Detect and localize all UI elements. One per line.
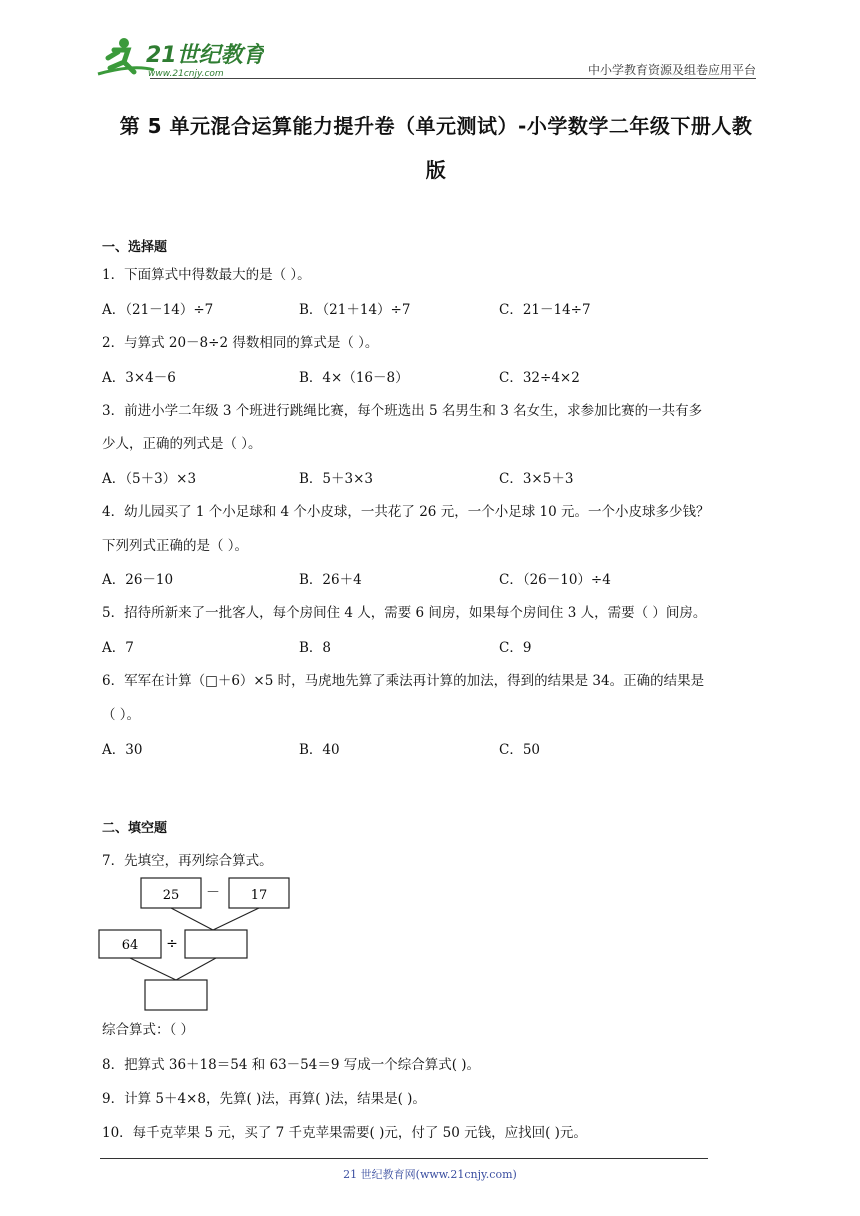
- question-4-line-2: 下列列式正确的是（ ）。: [102, 538, 249, 554]
- question-1: 1．下面算式中得数最大的是（ ）。: [102, 267, 311, 283]
- q6-option-a: A．30: [102, 742, 143, 758]
- q7-value-17: 17: [250, 888, 268, 903]
- question-5: 5．招待所新来了一批客人，每个房间住 4 人，需要 6 间房，如果每个房间住 3 人，需要（ ）间房。: [102, 605, 707, 621]
- title-line-2: 版: [425, 158, 447, 182]
- question-7: 7．先填空，再列综合算式。: [102, 853, 273, 869]
- logo-url: www.21cnjy.com: [148, 69, 224, 79]
- q4-option-a: A．26－10: [102, 572, 174, 588]
- logo: [94, 34, 264, 84]
- q3-option-b: B．5＋3×3: [299, 471, 373, 487]
- q5-option-a: A．7: [102, 640, 134, 656]
- q4-option-b: B．26＋4: [299, 572, 362, 588]
- question-9: 9．计算 5＋4×8，先算( )法，再算( )法，结果是( )。: [102, 1091, 426, 1107]
- footer-text: 21 世纪教育网(www.21cnjy.com): [343, 1168, 517, 1181]
- question-6-line-1: 6．军军在计算（□＋6）×5 时，马虎地先算了乘法再计算的加法，得到的结果是 34。正确的结果是: [102, 673, 705, 689]
- question-3-line-2: 少人，正确的列式是（ ）。: [102, 436, 262, 452]
- q7-answer-line: 综合算式：（ ）: [102, 1022, 195, 1038]
- question-10: 10．每千克苹果 5 元，买了 7 千克苹果需要( )元，付了 50 元钱，应找回( )元。: [102, 1125, 587, 1141]
- q2-option-b: B．4×（16－8）: [299, 370, 409, 386]
- q7-box-blank-1: [185, 930, 247, 958]
- q7-operator-divide: ÷: [166, 936, 178, 952]
- page-title: [96, 104, 776, 192]
- question-6-line-2: （ ）。: [102, 707, 141, 723]
- question-3-line-1: 3．前进小学二年级 3 个班进行跳绳比赛，每个班选出 5 名男生和 3 名女生，求参加比赛的一共有多: [102, 403, 703, 419]
- q7-value-64: 64: [121, 938, 139, 953]
- title-line-1: 第 5 单元混合运算能力提升卷（单元测试）-小学数学二年级下册人教: [119, 114, 753, 138]
- q2-option-a: A．3×4－6: [102, 370, 176, 386]
- q7-calculation-diagram: [96, 872, 296, 1014]
- q7-operator-minus: －: [206, 885, 220, 901]
- footer-divider: [100, 1158, 708, 1159]
- q6-option-b: B．40: [299, 742, 340, 758]
- section-heading-fill: 二、填空题: [102, 821, 168, 836]
- q4-option-c: C．（26－10）÷4: [499, 572, 611, 588]
- q7-box-blank-2: [145, 980, 207, 1010]
- question-4-line-1: 4．幼儿园买了 1 个小足球和 4 个小皮球，一共花了 26 元，一个小足球 10 元。一个小皮球多少钱？: [102, 504, 710, 520]
- q1-option-b: B．（21＋14）÷7: [299, 302, 411, 318]
- header-divider: [150, 78, 756, 79]
- question-2: 2．与算式 20－8÷2 得数相同的算式是（ ）。: [102, 335, 379, 351]
- q6-option-c: C．50: [499, 742, 541, 758]
- q3-option-a: A．（5＋3）×3: [102, 471, 197, 487]
- q5-option-b: B．8: [299, 640, 332, 656]
- q1-option-a: A．（21－14）÷7: [102, 302, 214, 318]
- logo-text: 21世纪教育: [146, 43, 264, 68]
- question-8: 8．把算式 36＋18＝54 和 63－54＝9 写成一个综合算式( )。: [102, 1057, 481, 1073]
- q7-value-25: 25: [162, 888, 180, 903]
- q3-option-c: C．3×5＋3: [499, 471, 574, 487]
- section-heading-choice: 一、选择题: [102, 240, 168, 255]
- q2-option-c: C．32÷4×2: [499, 370, 580, 386]
- header-platform-text: 中小学教育资源及组卷应用平台: [587, 63, 756, 77]
- q5-option-c: C．9: [499, 640, 532, 656]
- q1-option-c: C．21－14÷7: [499, 302, 591, 318]
